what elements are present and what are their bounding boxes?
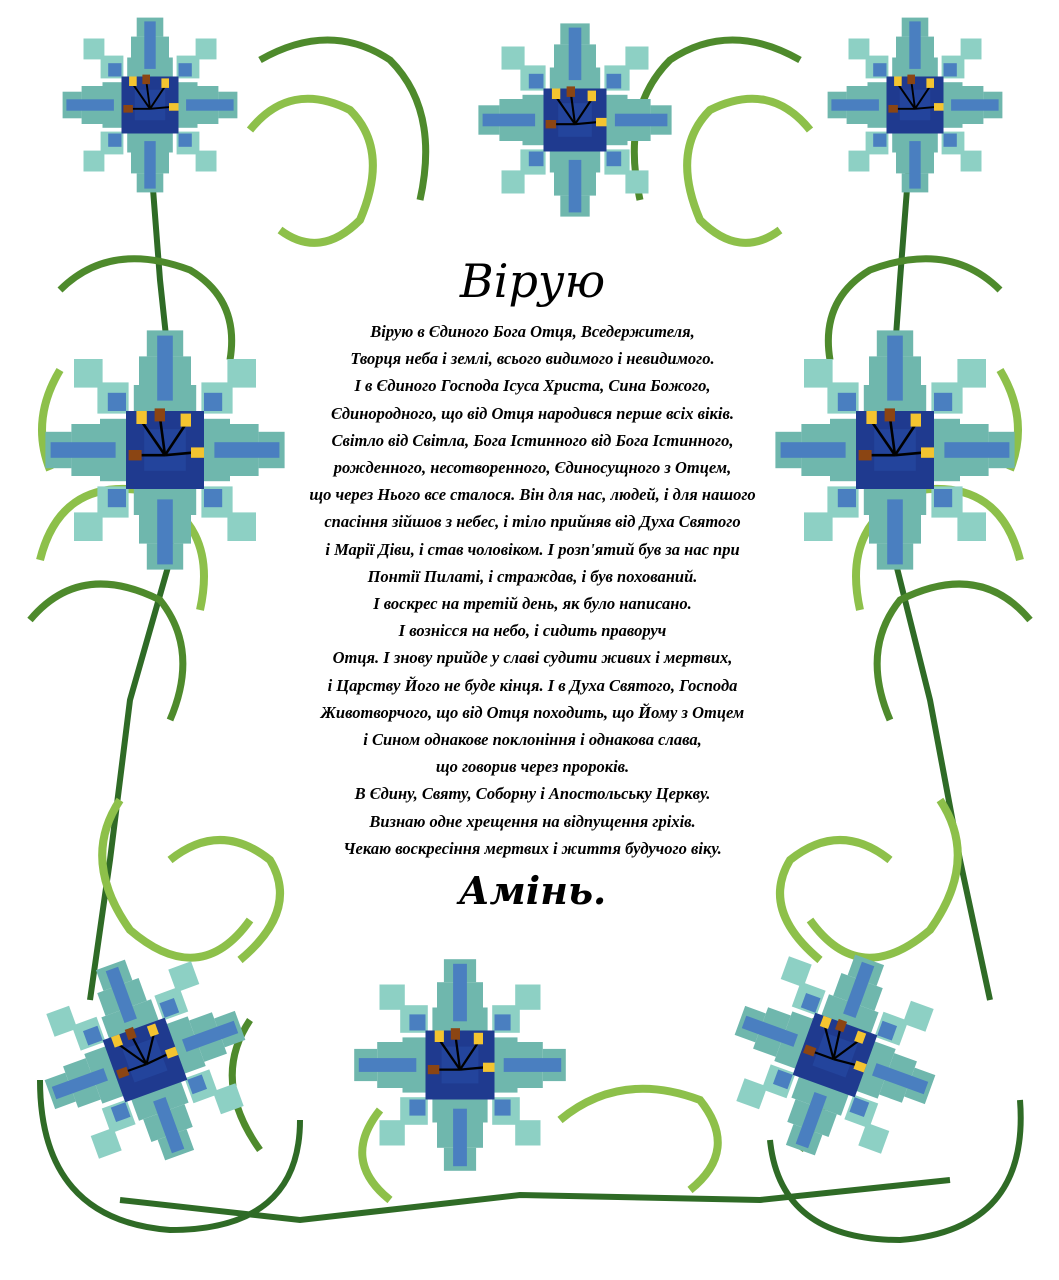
prayer-line: Визнаю одне хрещення на відпущення гріхів.: [369, 811, 696, 831]
prayer-closing: Амінь.: [458, 868, 607, 914]
prayer-line: Чекаю воскресіння мертвих і життя будучого віку.: [343, 838, 722, 858]
prayer-title: Вірую: [459, 254, 606, 308]
lily-middle-right: [775, 330, 1014, 569]
prayer-line: і Царству Його не буде кінця. І в Духа Святого, Господа: [327, 675, 738, 695]
prayer-line: І воскрес на третій день, як було написано.: [373, 594, 692, 614]
prayer-line: Творця неба і землі, всього видимого і невидимого.: [350, 349, 715, 369]
prayer-line: Отця. І знову прийде у славі судити живих і мертвих,: [332, 648, 733, 668]
prayer-line: Вірую в Єдиного Бога Отця, Вседержителя,: [370, 322, 695, 341]
prayer-line: спасіння зійшов з небес, і тіло прийняв від Духа Святого: [324, 512, 741, 532]
prayer-line: що через Нього все сталося. Він для нас, людей, і для нашого: [309, 485, 756, 505]
prayer-text-block: [255, 250, 810, 918]
lily-bottom-right: [705, 925, 964, 1184]
lily-middle-left: [45, 330, 284, 569]
prayer-line: що говорив через пророків.: [435, 757, 630, 777]
prayer-line: Світло від Світла, Бога Істинного від Бога Істинного,: [331, 430, 734, 450]
prayer-line: В Єдину, Святу, Соборну і Апостольську Церкву.: [354, 784, 711, 804]
lily-bottom-center: [354, 959, 566, 1171]
prayer-line: і Марії Діви, і став чоловіком. І розп'ятий був за нас при: [325, 539, 740, 559]
prayer-line: рожденного, несотворенного, Єдиносущного з Отцем,: [333, 458, 732, 478]
prayer-line: І вознісся на небо, і сидить праворуч: [398, 621, 667, 641]
prayer-line: Понтії Пилаті, і страждав, і був похований.: [367, 566, 698, 586]
prayer-line: Животворчого, що від Отця походить, що Йому з Отцем: [320, 702, 745, 722]
lily-top-center: [478, 23, 671, 216]
lily-top-right: [828, 18, 1003, 193]
prayer-line: І в Єдиного Господа Ісуса Христа, Сина Божого,: [354, 376, 711, 396]
lily-top-left: [63, 18, 238, 193]
prayer-line: і Сином однакове поклоніння і однакова слава,: [363, 730, 702, 750]
prayer-line: Єдинородного, що від Отця народився перше всіх віків.: [331, 403, 734, 423]
prayer-lines: [255, 318, 810, 862]
